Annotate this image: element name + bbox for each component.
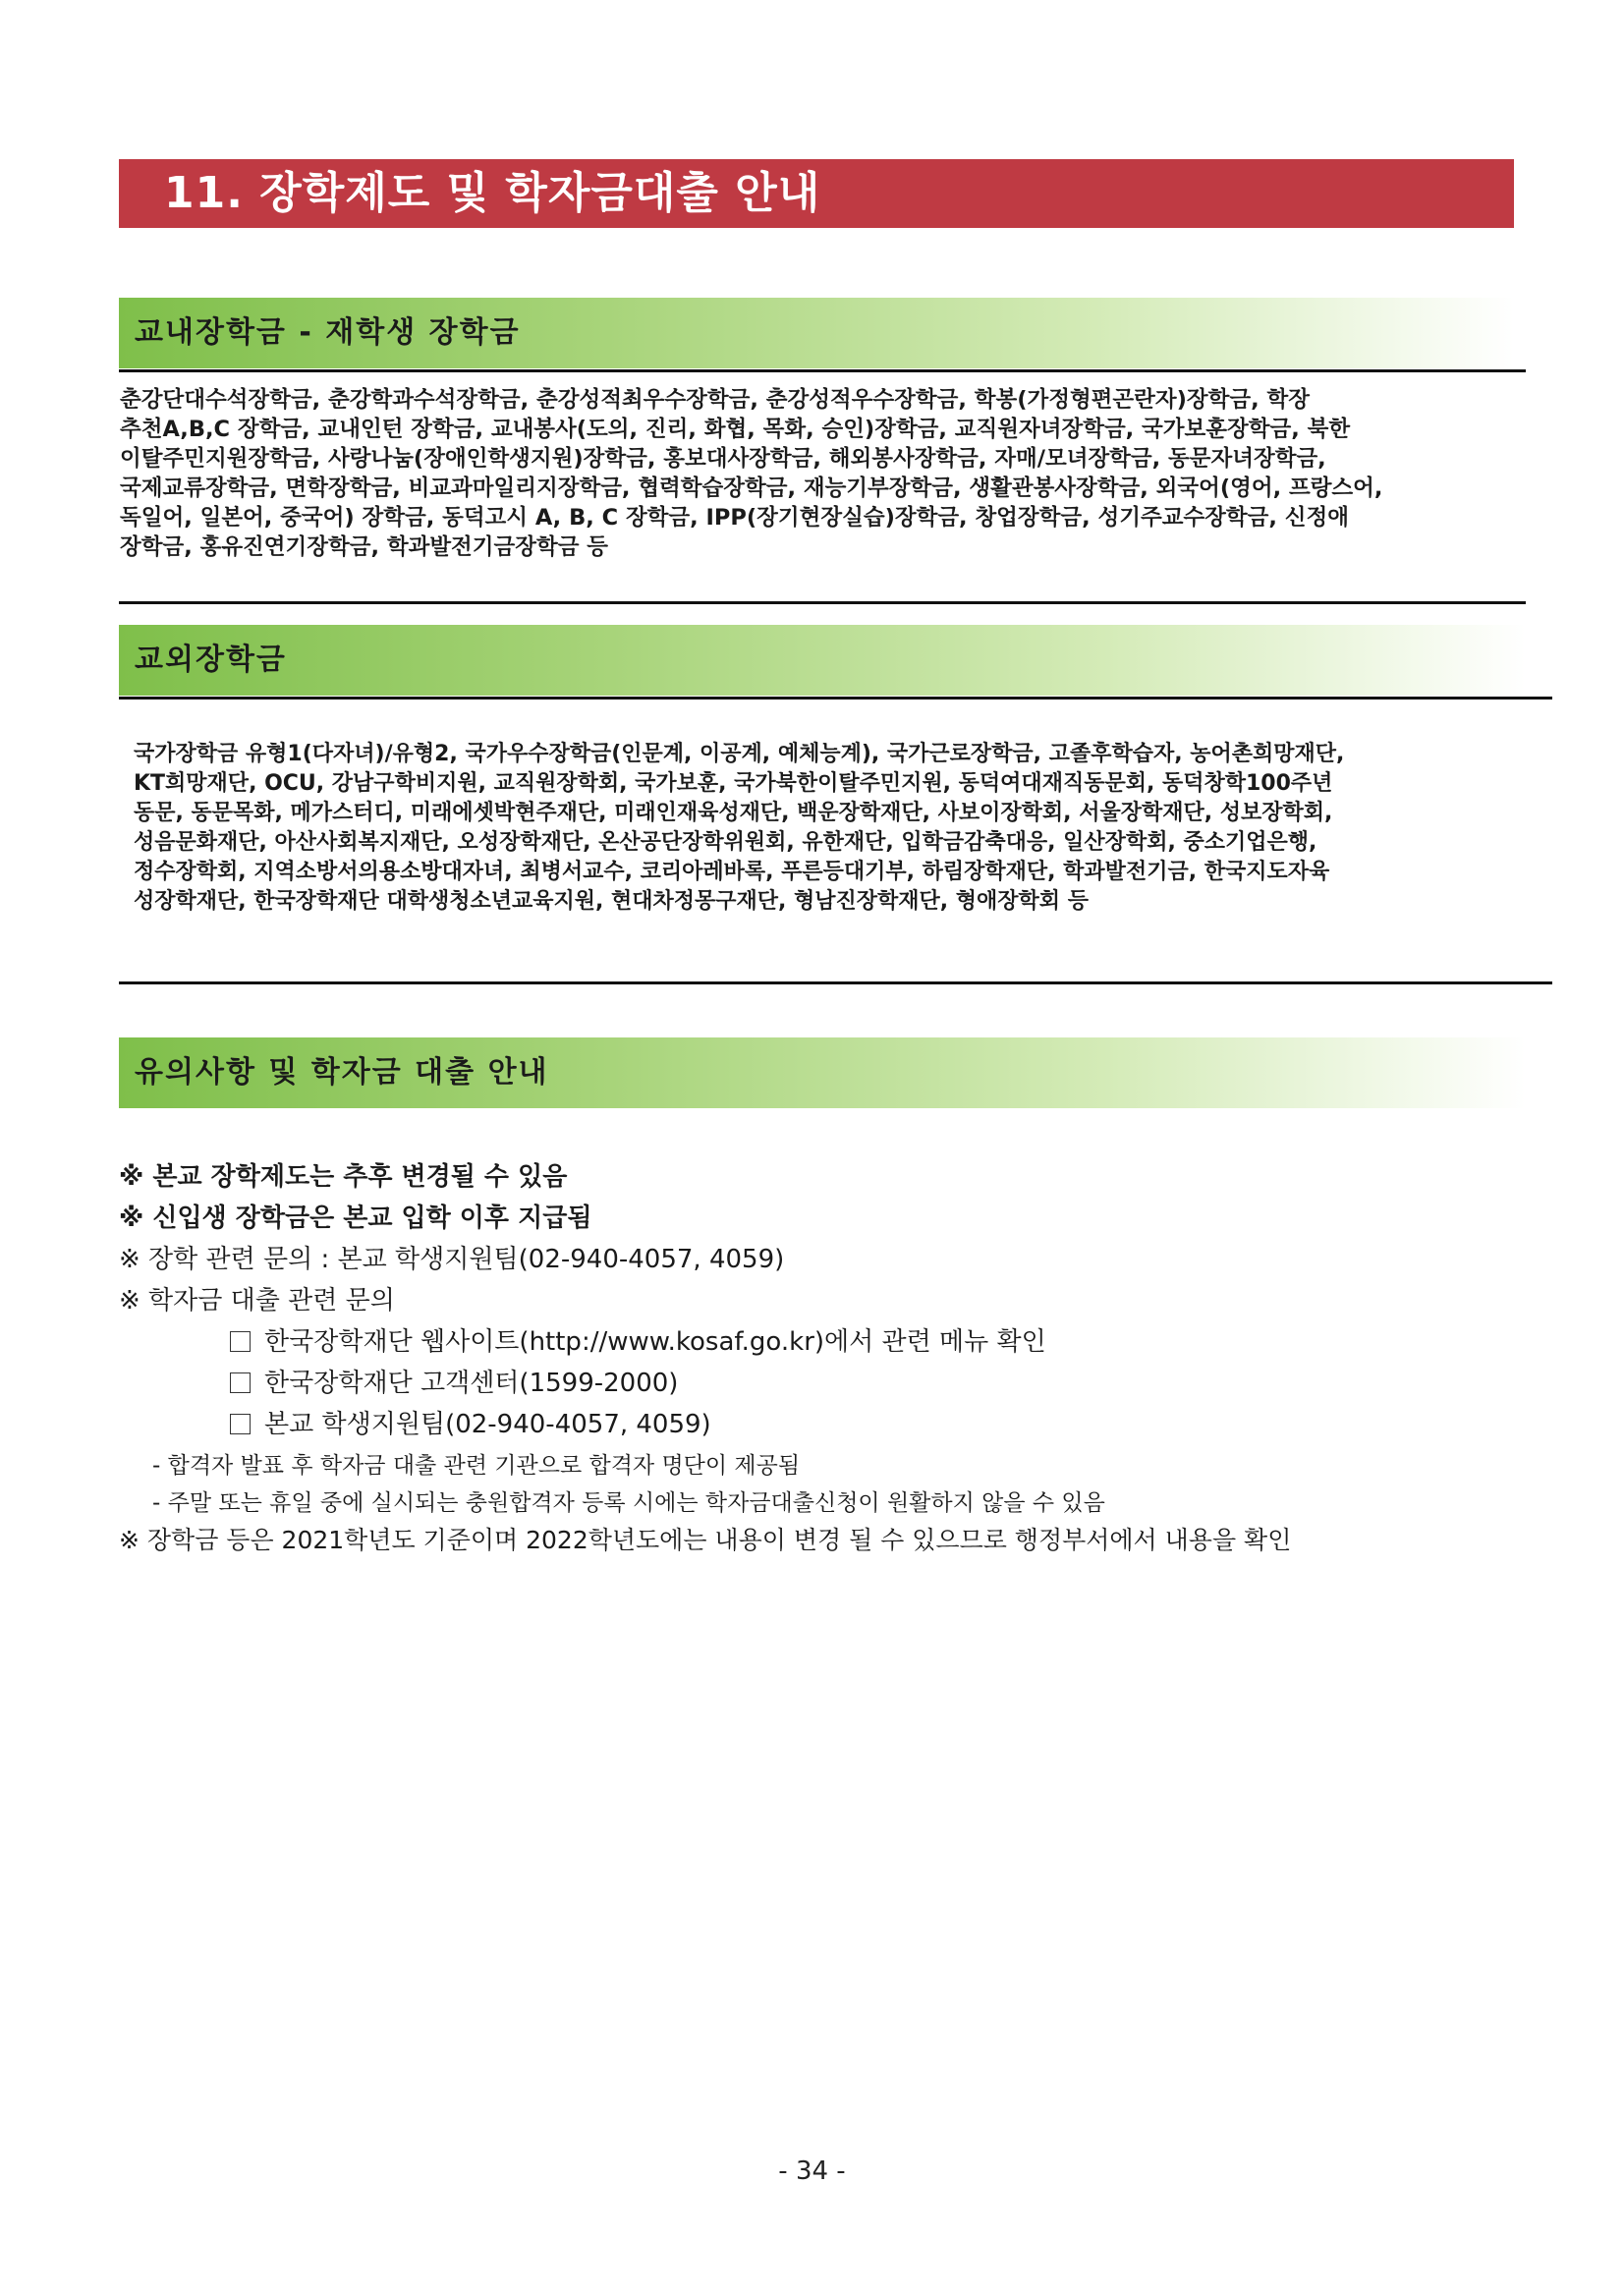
notice-item: ※ 학자금 대출 관련 문의 bbox=[119, 1286, 395, 1316]
notice-item: ※ 신입생 장학금은 본교 입학 이후 지급됨 bbox=[119, 1204, 592, 1233]
section-heading-internal: 교내장학금 - 재학생 장학금 bbox=[119, 298, 1514, 368]
notice-item: ※ 본교 장학제도는 추후 변경될 수 있음 bbox=[119, 1162, 568, 1192]
loan-contact-item bbox=[230, 1321, 1046, 1363]
section-divider bbox=[119, 601, 1526, 604]
external-line: 국가장학금 유형1(다자녀)/유형2, 국가우수장학금(인문계, 이공계, 예체능계), 국가근로장학금, 고졸후학습자, 농어촌희망재단, bbox=[134, 742, 1345, 766]
loan-note: - 주말 또는 휴일 중에 실시되는 충원합격자 등록 시에는 학자금대출신청이 원활하지 않을 수 있음 bbox=[152, 1490, 1105, 1516]
internal-scholarship-list bbox=[120, 385, 1525, 562]
internal-line: 춘강단대수석장학금, 춘강학과수석장학금, 춘강성적최우수장학금, 춘강성적우수장학금, 학봉(가정형편곤란자)장학금, 학장 bbox=[120, 387, 1310, 413]
external-scholarship-list bbox=[134, 740, 1529, 917]
section-divider bbox=[119, 697, 1552, 700]
checkbox-square-icon bbox=[230, 1414, 251, 1434]
checkbox-square-icon bbox=[230, 1372, 251, 1393]
internal-line: 장학금, 홍유진연기장학금, 학과발전기금장학금 등 bbox=[120, 534, 609, 560]
internal-line: 추천A,B,C 장학금, 교내인턴 장학금, 교내봉사(도의, 진리, 화협, 목화, 승인)장학금, 교직원자녀장학금, 국가보훈장학금, 북한 bbox=[120, 417, 1351, 442]
external-line: 성음문화재단, 아산사회복지재단, 오성장학재단, 온산공단장학위원회, 유한재단, 입학금감축대응, 일산장학회, 중소기업은행, bbox=[134, 830, 1317, 855]
loan-contact-text: 한국장학재단 웹사이트(http://www.kosaf.go.kr)에서 관련 메뉴 확인 bbox=[264, 1327, 1046, 1357]
notice-final: ※ 장학금 등은 2021학년도 기준이며 2022학년도에는 내용이 변경 될 수 있으므로 행정부서에서 내용을 확인 bbox=[119, 1526, 1292, 1554]
section-divider bbox=[119, 981, 1552, 984]
internal-line: 이탈주민지원장학금, 사랑나눔(장애인학생지원)장학금, 홍보대사장학금, 해외봉사장학금, 자매/모녀장학금, 동문자녀장학금, bbox=[120, 446, 1326, 472]
external-line: 정수장학회, 지역소방서의용소방대자녀, 최병서교수, 코리아레바록, 푸른등대기부, 하림장학재단, 학과발전기금, 한국지도자육 bbox=[134, 860, 1330, 884]
section-heading-notice: 유의사항 및 학자금 대출 안내 bbox=[119, 1037, 1526, 1108]
external-line: KT희망재단, OCU, 강남구학비지원, 교직원장학회, 국가보훈, 국가북한이탈주민지원, 동덕여대재직동문회, 동덕창학100주년 bbox=[134, 771, 1333, 796]
section-heading-external: 교외장학금 bbox=[119, 625, 1526, 696]
loan-contact-text: 한국장학재단 고객센터(1599-2000) bbox=[264, 1369, 679, 1398]
loan-contact-item bbox=[230, 1363, 678, 1404]
checkbox-square-icon bbox=[230, 1331, 251, 1352]
page-title: 11. 장학제도 및 학자금대출 안내 bbox=[119, 159, 1514, 228]
internal-line: 국제교류장학금, 면학장학금, 비교과마일리지장학금, 협력학습장학금, 재능기부장학금, 생활관봉사장학금, 외국어(영어, 프랑스어, bbox=[120, 476, 1383, 501]
section-divider bbox=[119, 369, 1526, 372]
page-number: - 34 - bbox=[778, 2156, 846, 2186]
external-line: 성장학재단, 한국장학재단 대학생청소년교육지원, 현대차정몽구재단, 형남진장학재단, 형애장학회 등 bbox=[134, 889, 1089, 914]
loan-contact-item bbox=[230, 1404, 711, 1445]
loan-contact-text: 본교 학생지원팀(02-940-4057, 4059) bbox=[264, 1410, 711, 1439]
loan-note: - 합격자 발표 후 학자금 대출 관련 기관으로 합격자 명단이 제공됨 bbox=[152, 1453, 801, 1479]
internal-line: 독일어, 일본어, 중국어) 장학금, 동덕고시 A, B, C 장학금, IPP(장기현장실습)장학금, 창업장학금, 성기주교수장학금, 신정애 bbox=[120, 505, 1349, 531]
notice-item: ※ 장학 관련 문의 : 본교 학생지원팀(02-940-4057, 4059) bbox=[119, 1245, 785, 1274]
external-line: 동문, 동문목화, 메가스터디, 미래에셋박현주재단, 미래인재육성재단, 백운장학재단, 사보이장학회, 서울장학재단, 성보장학회, bbox=[134, 801, 1333, 825]
